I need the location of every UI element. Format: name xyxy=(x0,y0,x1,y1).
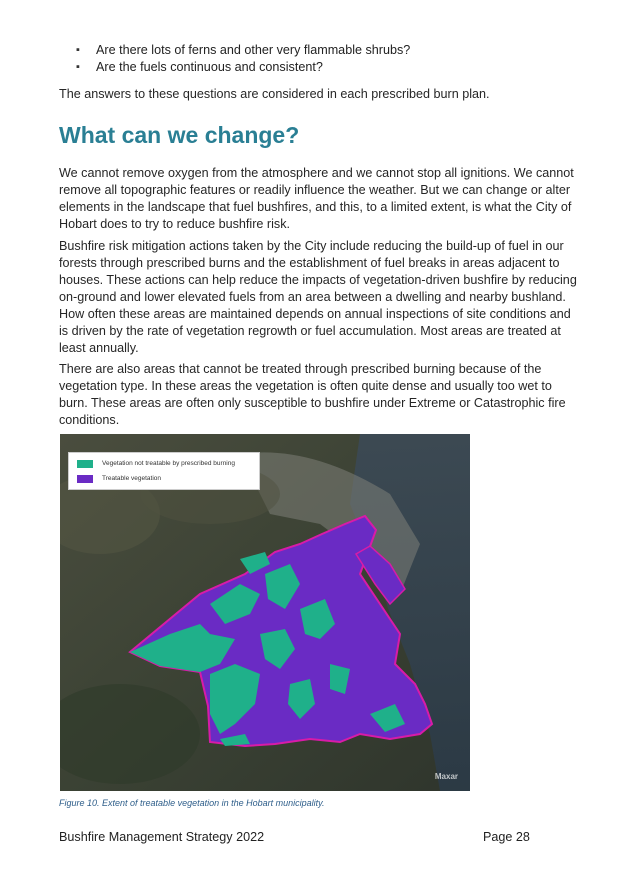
paragraph-2: Bushfire risk mitigation actions taken by the City include reducing the build-up of fuel in our forests through prescribed burns and the establishment of fuel breaks in areas adjacent to houses. These actions can help reduce the impacts of vegetation-driven bushfire by reducing on-ground and lower elevated fuels from an area between a dwelling and nearby bushland. How often these areas are maintained depends on annual inspections of site conditions and is driven by the rate of vegetation regrowth or fuel accumulation. Most areas are treated at least annually. xyxy=(59,239,577,355)
legend-swatch-teal xyxy=(77,460,93,468)
bullet-item: ▪ Are there lots of ferns and other very flammable shrubs? xyxy=(76,42,410,59)
bullet-list xyxy=(76,42,410,76)
legend-item-not-treatable xyxy=(77,457,259,470)
footer-page-number: Page 28 xyxy=(483,830,530,844)
map-legend xyxy=(68,452,260,490)
legend-item-treatable xyxy=(77,472,259,485)
paragraph-1: We cannot remove oxygen from the atmosphere and we cannot stop all ignitions. We cannot remove all topographic features or readily influence the weather. But we can change or alter elements in the landscape that fuel bushfires, and this, to a limited extent, is what the City of Hobart does to try to reduce bushfire risk. xyxy=(59,166,574,231)
map-watermark: Maxar xyxy=(434,772,458,781)
bullet-item: ▪ Are the fuels continuous and consistent? xyxy=(76,59,410,76)
legend-swatch-purple xyxy=(77,475,93,483)
footer-title: Bushfire Management Strategy 2022 xyxy=(59,830,265,844)
legend-label: Treatable vegetation xyxy=(102,475,162,482)
figure-caption: Figure 10. Extent of treatable vegetation in the Hobart municipality. xyxy=(59,798,325,808)
paragraph-3: There are also areas that cannot be treated through prescribed burning because of the vegetation type. In these areas the vegetation is often quite dense and usually too wet to burn. These areas are often only susceptible to bushfire under Extreme or Catastrophic fire conditions. xyxy=(59,362,566,427)
section-heading: What can we change? xyxy=(59,122,300,148)
intro-paragraph: The answers to these questions are considered in each prescribed burn plan. xyxy=(59,87,490,101)
legend-label: Vegetation not treatable by prescribed burning xyxy=(102,460,235,467)
vegetation-map xyxy=(60,434,470,791)
